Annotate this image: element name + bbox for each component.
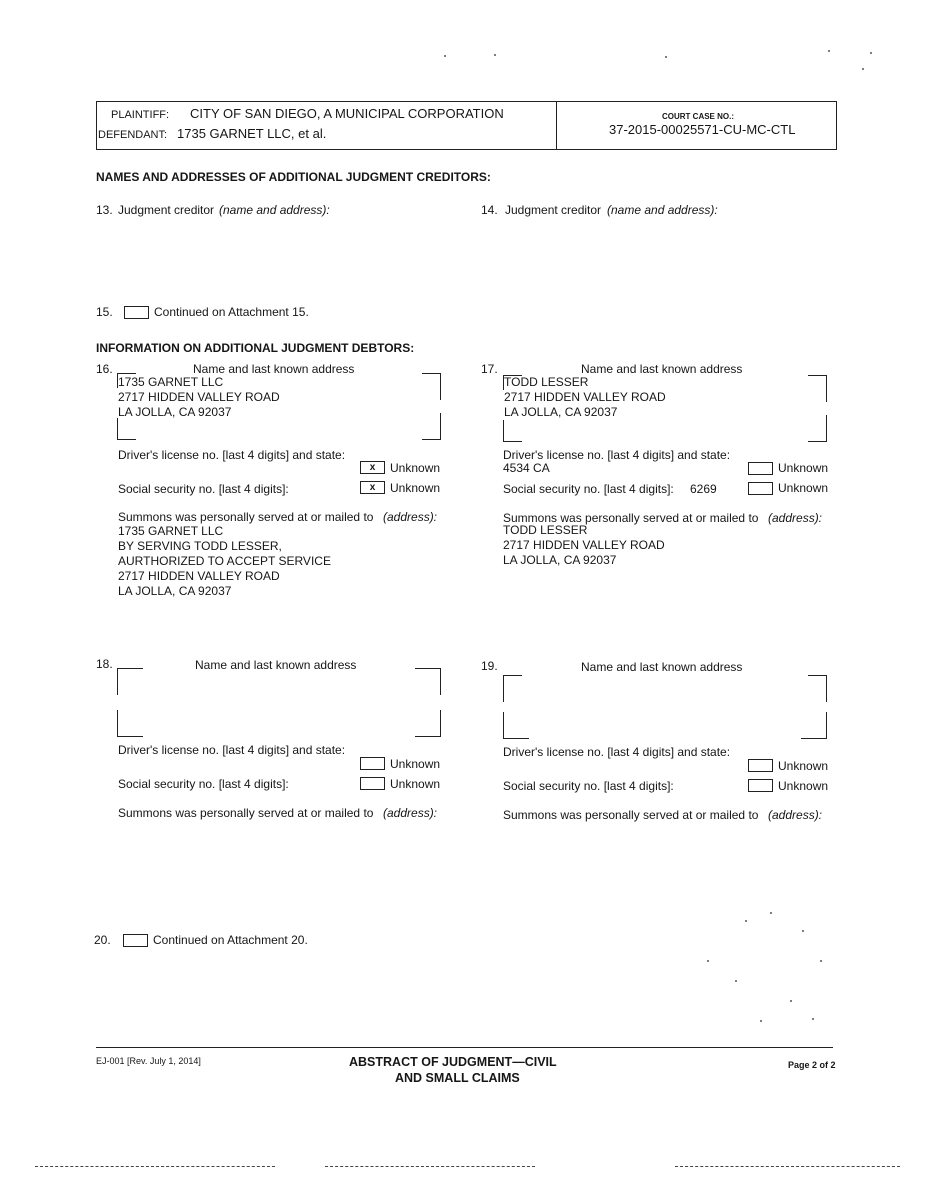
scan-speck: [760, 1020, 762, 1022]
debtor-16-ssn-unknown-label: Unknown: [390, 481, 441, 495]
debtor-18-ssn-unknown-checkbox[interactable]: [360, 777, 385, 790]
scan-speck: [828, 50, 830, 52]
debtor-19-bracket-br: [801, 712, 827, 739]
debtor-16-dl-unknown-label: Unknown: [390, 461, 441, 475]
debtor-17-dl-unknown-label: Unknown: [778, 461, 829, 475]
debtor-17-city: LA JOLLA, CA 92037: [504, 405, 618, 419]
form-title-line-1: ABSTRACT OF JUDGMENT—CIVIL: [349, 1055, 557, 1069]
scan-speck: [745, 920, 747, 922]
debtor-17-bracket-tr: [808, 375, 827, 402]
scan-speck: [665, 56, 667, 58]
debtor-17-name: TODD LESSER: [504, 375, 589, 389]
scan-speck: [862, 68, 864, 70]
page-number: Page 2 of 2: [788, 1060, 836, 1070]
scan-edge-dashes: [325, 1166, 535, 1167]
scan-speck: [802, 930, 804, 932]
debtor-18-ssn-label: Social security no. [last 4 digits]:: [118, 777, 289, 791]
debtor-18-dl-unknown-checkbox[interactable]: [360, 757, 385, 770]
case-number: 37-2015-00025571-CU-MC-CTL: [609, 122, 796, 137]
debtor-19-dl-label: Driver's license no. [last 4 digits] and state:: [503, 745, 731, 759]
item-13-number: 13.: [96, 203, 113, 217]
scan-edge-dashes: [35, 1166, 275, 1167]
debtor-16-bracket-tr: [422, 373, 441, 400]
debtor-19-ssn-label: Social security no. [last 4 digits]:: [503, 779, 674, 793]
item-14-hint: (name and address):: [607, 203, 718, 217]
form-title-line-2: AND SMALL CLAIMS: [395, 1071, 520, 1085]
debtor-19-number: 19.: [481, 659, 498, 673]
debtor-18-bracket-bl: [117, 710, 143, 737]
debtor-19-ssn-unknown-label: Unknown: [778, 779, 829, 793]
item-20-checkbox[interactable]: [123, 934, 148, 947]
debtor-18-dl-unknown-label: Unknown: [390, 757, 441, 771]
debtor-17-served-line-2: 2717 HIDDEN VALLEY ROAD: [503, 538, 665, 552]
item-20-label: Continued on Attachment 20.: [153, 933, 308, 947]
debtor-16-city: LA JOLLA, CA 92037: [118, 405, 232, 419]
debtor-16-bracket-bl: [117, 418, 136, 440]
debtor-16-served-line-1: 1735 GARNET LLC: [118, 524, 224, 538]
scan-speck: [812, 1018, 814, 1020]
plaintiff-label: PLAINTIFF:: [111, 109, 170, 121]
debtor-18-summons-hint: (address):: [383, 806, 438, 820]
debtor-18-bracket-br: [415, 710, 441, 737]
debtors-heading: INFORMATION ON ADDITIONAL JUDGMENT DEBTORS:: [96, 341, 415, 355]
debtor-18-bracket-tl: [117, 668, 143, 695]
item-15-label: Continued on Attachment 15.: [154, 305, 309, 319]
debtor-17-summons-hint: (address):: [768, 511, 823, 525]
scan-speck: [444, 55, 446, 57]
debtor-17-served-line-1: TODD LESSER: [503, 523, 588, 537]
scan-speck: [735, 980, 737, 982]
defendant-value: 1735 GARNET LLC, et al.: [177, 126, 327, 141]
debtor-17-ssn-unknown-label: Unknown: [778, 481, 829, 495]
debtor-16-ssn-unknown-checkbox[interactable]: x: [360, 481, 385, 494]
item-13-hint: (name and address):: [219, 203, 330, 217]
debtor-16-bracket-br: [422, 413, 441, 440]
scan-speck: [870, 52, 872, 54]
scan-speck: [494, 54, 496, 56]
creditors-heading: NAMES AND ADDRESSES OF ADDITIONAL JUDGMENT CREDITORS:: [96, 170, 491, 184]
debtor-18-ssn-unknown-label: Unknown: [390, 777, 441, 791]
scan-edge-dashes: [675, 1166, 900, 1167]
scan-speck: [707, 960, 709, 962]
footer-rule: [96, 1047, 833, 1048]
debtor-16-summons-hint: (address):: [383, 510, 438, 524]
debtor-18-dl-label: Driver's license no. [last 4 digits] and state:: [118, 743, 346, 757]
debtor-17-address-label: Name and last known address: [581, 362, 743, 376]
debtor-17-number: 17.: [481, 362, 498, 376]
debtor-17-served-line-3: LA JOLLA, CA 92037: [503, 553, 617, 567]
debtor-17-dl-unknown-checkbox[interactable]: [748, 462, 773, 475]
debtor-16-served-line-2: BY SERVING TODD LESSER,: [118, 539, 282, 553]
debtor-19-dl-unknown-label: Unknown: [778, 759, 829, 773]
debtor-18-summons-label: Summons was personally served at or mailed to: [118, 806, 374, 820]
debtor-19-summons-label: Summons was personally served at or mailed to: [503, 808, 759, 822]
caption-divider: [556, 101, 557, 149]
debtor-18-bracket-tr: [415, 668, 441, 695]
debtor-17-bracket-bl: [503, 420, 522, 442]
item-15-checkbox[interactable]: [124, 306, 149, 319]
debtor-16-served-line-3: AURTHORIZED TO ACCEPT SERVICE: [118, 554, 331, 568]
item-15-number: 15.: [96, 305, 113, 319]
defendant-label: DEFENDANT:: [98, 129, 168, 141]
item-20-number: 20.: [94, 933, 111, 947]
debtor-17-ssn-value: 6269: [690, 482, 717, 496]
scan-speck: [820, 960, 822, 962]
debtor-16-ssn-label: Social security no. [last 4 digits]:: [118, 482, 289, 496]
debtor-16-dl-unknown-checkbox[interactable]: x: [360, 461, 385, 474]
debtor-17-ssn-unknown-checkbox[interactable]: [748, 482, 773, 495]
form-id: EJ-001 [Rev. July 1, 2014]: [96, 1056, 201, 1066]
debtor-19-dl-unknown-checkbox[interactable]: [748, 759, 773, 772]
debtor-16-summons-label: Summons was personally served at or mailed to: [118, 510, 374, 524]
debtor-16-name: 1735 GARNET LLC: [118, 375, 224, 389]
debtor-17-dl-value: 4534 CA: [503, 461, 550, 475]
debtor-18-address-label: Name and last known address: [195, 658, 357, 672]
item-14-label: Judgment creditor: [505, 203, 602, 217]
debtor-16-street: 2717 HIDDEN VALLEY ROAD: [118, 390, 280, 404]
item-14-number: 14.: [481, 203, 498, 217]
debtor-19-ssn-unknown-checkbox[interactable]: [748, 779, 773, 792]
debtor-16-served-line-5: LA JOLLA, CA 92037: [118, 584, 232, 598]
debtor-19-bracket-bl: [503, 712, 529, 739]
debtor-17-bracket-br: [808, 415, 827, 442]
debtor-17-street: 2717 HIDDEN VALLEY ROAD: [504, 390, 666, 404]
debtor-16-number: 16.: [96, 362, 113, 376]
debtor-17-dl-label: Driver's license no. [last 4 digits] and state:: [503, 448, 731, 462]
scan-speck: [770, 912, 772, 914]
case-number-label: COURT CASE NO.:: [662, 112, 734, 121]
scan-speck: [790, 1000, 792, 1002]
debtor-18-number: 18.: [96, 657, 113, 671]
debtor-16-dl-label: Driver's license no. [last 4 digits] and state:: [118, 448, 346, 462]
debtor-19-summons-hint: (address):: [768, 808, 823, 822]
plaintiff-value: CITY OF SAN DIEGO, A MUNICIPAL CORPORATION: [190, 106, 504, 121]
debtor-17-ssn-label: Social security no. [last 4 digits]:: [503, 482, 674, 496]
item-13-label: Judgment creditor: [118, 203, 215, 217]
debtor-16-address-label: Name and last known address: [193, 362, 355, 376]
debtor-19-address-label: Name and last known address: [581, 660, 743, 674]
debtor-17-summons-label: Summons was personally served at or mailed to: [503, 511, 759, 525]
debtor-16-served-line-4: 2717 HIDDEN VALLEY ROAD: [118, 569, 280, 583]
debtor-19-bracket-tl: [503, 675, 522, 702]
debtor-19-bracket-tr: [808, 675, 827, 702]
